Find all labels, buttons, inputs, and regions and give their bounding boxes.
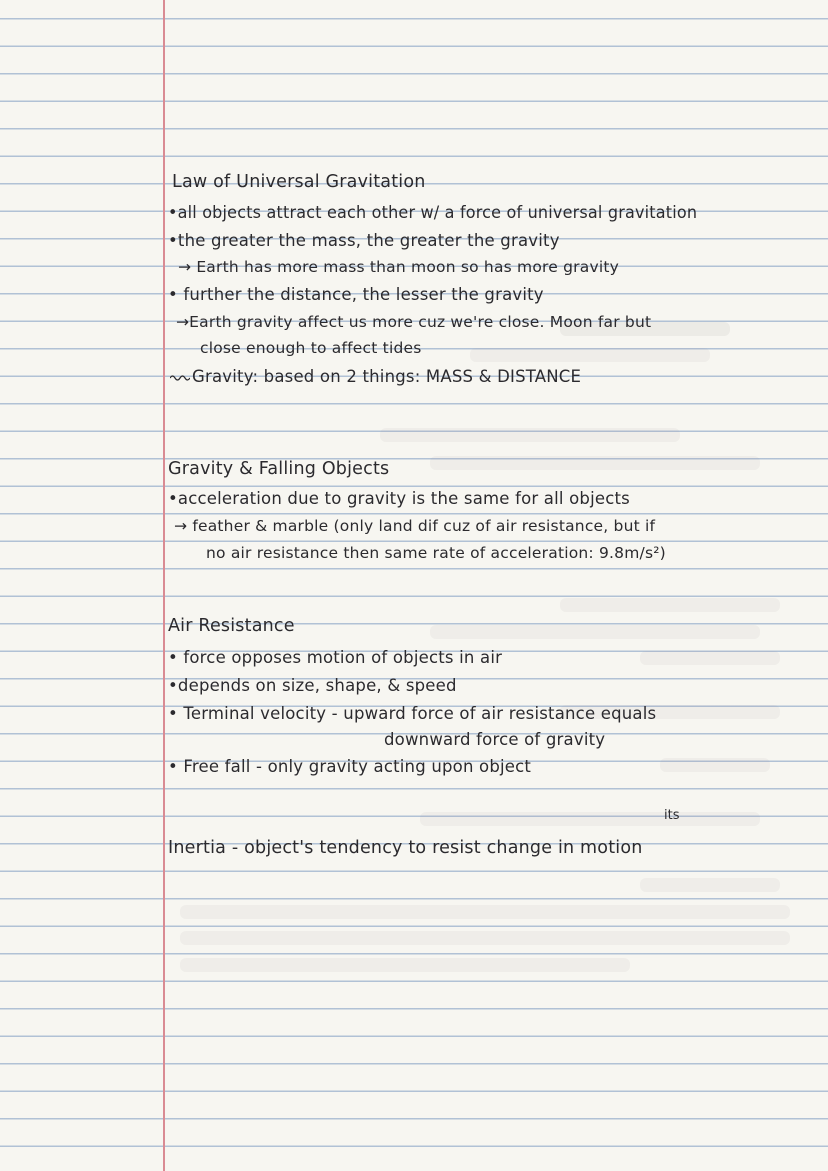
air-line-2: •depends on size, shape, & speed: [168, 676, 457, 695]
squiggle-arrow-icon: [170, 373, 190, 383]
gravitation-line-5: →Earth gravity affect us more cuz we're close. Moon far but: [176, 313, 652, 331]
inertia-insert-text: its: [664, 808, 680, 823]
falling-line-2: → feather & marble (only land dif cuz of air resistance, but if: [174, 517, 656, 535]
falling-line-3: no air resistance then same rate of acceleration: 9.8m/s²): [206, 544, 666, 562]
gravitation-line-6: close enough to affect tides: [200, 339, 422, 357]
gravitation-line-1: •all objects attract each other w/ a force of universal gravitation: [168, 203, 698, 222]
air-line-4: downward force of gravity: [384, 730, 606, 749]
falling-line-1: •acceleration due to gravity is the same for all objects: [168, 489, 630, 508]
gravitation-line-7-wrapper: [170, 367, 581, 386]
margin-line: [163, 0, 165, 1171]
gravitation-line-2: •the greater the mass, the greater the gravity: [168, 231, 560, 250]
inertia-line: Inertia - object's tendency to resist change in motion: [168, 838, 643, 858]
gravitation-line-4: • further the distance, the lesser the gravity: [168, 285, 544, 304]
gravitation-heading: Law of Universal Gravitation: [172, 172, 426, 192]
falling-heading: Gravity & Falling Objects: [168, 459, 390, 479]
air-line-3: • Terminal velocity - upward force of air resistance equals: [168, 704, 657, 723]
air-line-5: • Free fall - only gravity acting upon object: [168, 757, 532, 776]
gravitation-line-3: → Earth has more mass than moon so has more gravity: [178, 258, 619, 276]
air-heading: Air Resistance: [168, 616, 295, 636]
gravitation-line-7: Gravity: based on 2 things: MASS & DISTANCE: [192, 367, 582, 386]
air-line-1: • force opposes motion of objects in air: [168, 648, 503, 667]
